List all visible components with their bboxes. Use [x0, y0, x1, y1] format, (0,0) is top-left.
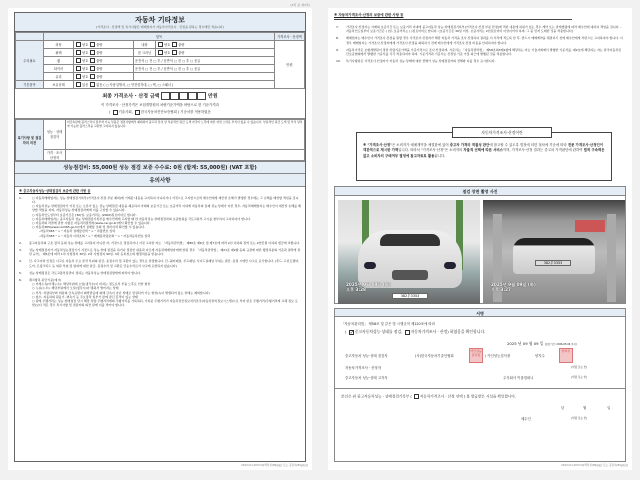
checkbox[interactable]: [76, 66, 81, 71]
checkbox[interactable]: [76, 50, 81, 55]
page-4: [328, 8, 632, 470]
license-plate: 382우3353: [535, 260, 571, 266]
amount-digit-box[interactable]: [161, 92, 170, 100]
divider: [334, 19, 572, 20]
checkbox[interactable]: [158, 50, 163, 55]
note-6: 6. 체크항목 판단기준(예시) ○ 미세누유(미세누수): 해당부위에 오일(냉각수)이 비치는 정도로서 부품 노후로 인한 현상 ○ 누유(누수): 해당부위에서 오일(냉각수)이 맺혀서 떨어지는 상태 ○ 부식: 차량하부와 외판의 금속표면이 화학반응에 의해 금속이 아닌 상태로 상실되어 가는 현상(녹이 발생되어 있는 상태는 제외합니다) ○ 침수: 자동차의 원동기, 변속기 등 주요장치 일부가 물에 잠긴 흔적이 있는 상태 ○ 판매 주행거리는 성능·상태점검 당시 해당 차량 주행거리계의 주행거리를 기록하되, 기록된 주행거리가 자동차전산정보처리조직(자동차관리정보시스템)으로 부터 받은 주행거리(주행거리계 교체 정보 포함)보다 적은 경우 특기사항 및 점검자의 의견 란에 이를 적어야 합니다.: [19, 278, 301, 307]
checkbox[interactable]: [76, 58, 81, 63]
receipt-confirm: 본인은 위 중고자동차성능 · 상태점검기록부 ( 자동차가격조사 · 산정 선택 ) 를 발급받은 사실을 확인합니다.: [341, 394, 517, 399]
checkbox[interactable]: [90, 50, 95, 55]
signature-header: 서명: [335, 308, 625, 317]
note-10: 10. 특기사항란은 가격조사·산정자가 자동차 성능·상태에 대한 견해가 성능·상태점검자의 견해와 다를 경우 표시합니다.: [336, 59, 496, 64]
group-repair: 수리필요: [16, 41, 44, 81]
inspector-name: 양지수: [535, 354, 545, 358]
final-amount-label: 최종 가격조사 · 산정 금액: [102, 93, 160, 100]
note-5: 5. 성능·상태점검은 국토교통부장관이 정하는 자동차성능·상태점검방법에 따라야 합니다.: [19, 270, 141, 275]
note-8: 8. 매매업자는 매수인이 가격조사·산정을 원할 경우 가격조사·산정자가 해당 자동차 가격을 조사·산정하여 결과를 이 서식에 적도록 한 후, 반드시 매매계약을 체결하기 전에 매수인에게 서면으로 고지하여야 합니다. 이 경우 매매업자는 가격조사·산정자에게 가격조사·산정을 의뢰하기 전에 매수인에게 가격조사·산정 비용을 안내하여야 합니다.: [336, 36, 623, 45]
notifier-name: 주식회사 이룸컴퍼니: [503, 376, 534, 380]
amount-digit-box[interactable]: [188, 92, 197, 100]
car-rear-image: [513, 238, 595, 274]
paper-spec: 210mm×297mm[백상지(80g/㎡) 또는 중질지(80g/㎡)]: [241, 464, 308, 467]
checkbox-receipt-appraisal[interactable]: [414, 394, 419, 399]
license-plate: 382우3353: [392, 293, 428, 299]
guide-body: ※ "가격조사·산정"은 소비자가 매매계약을 체결함에 있어 중고차 가격의 적절성 판단에 참고할 수 있도록 법정에 의한 절차에 기준에 따라 전문 가격조사·산정인이 객관적으로 제시한 가액입니다. 따라서 "가격조사·산정"은 소비자의 자율적 선택에 따른 서비스이며, 가격조사·산정 결과는 중고차 가격판단에 관하여 법적 구속력은 없고 소비자의 구매여부 결정에 참고자료로 활용됩니다.: [363, 143, 605, 158]
photos-header: 점검 장면 촬영 사진: [335, 187, 625, 196]
org-seal: 카인성능검사장: [469, 348, 483, 363]
inspection-photos: [334, 186, 626, 304]
form-subtitle: (가격조사 · 산정액 및 특기사항은 매매업자가 자동차가격조사 · 산정을 원하는 경우에만 적습니다): [96, 25, 224, 29]
condition-table: 항목 가격조사 · 산정액 수리필요 외장 양호 불량 내장 양호 불량 만원 광택 양호 불량 룸 크리닝 양호 불량 휠 양호 불량 운전석 □ 전 □ 후 / 동반석 □ 전 □ 후 □ 응급 타이어 양호 불량 운전석 □ 전 □ 후 / 동반석 □ 전 □ 후 □ 응급 유리 양호 불량 기본품목 보유상태 있음 없음 ( □ 사용설명서, □ 안전삼각대, □ 잭, □ 스패너 ): [15, 32, 305, 89]
checkbox[interactable]: [76, 74, 81, 79]
checkbox[interactable]: [76, 82, 81, 87]
amount-digit-box[interactable]: [170, 92, 179, 100]
checkbox[interactable]: [90, 42, 95, 47]
checkbox[interactable]: [90, 82, 95, 87]
note-9: 9. 자동차가격은 보험개발원이 정한 차량기준가액을 기준가격으로 조사·산정하며, 기준서는 「자동차관리법」 제58조의3제1항에 해당하는 자는 기술사회에서 발행한 기준서를, 제2호에 해당하는 자는 한국자동차진단보증협회에서 발행한 기준서를 각각 적용하여야 하며, 기준가격과 기준서는 산정일 기준 가장 최근에 발행된 것을 적용합니다.: [336, 47, 622, 57]
notifier-label: 중고자동차 성능·상태 고지자: [345, 376, 388, 380]
checkbox[interactable]: [90, 58, 95, 63]
appraiser-label: 자동차가격조사 · 산정자: [345, 366, 381, 370]
checkbox-tech-society[interactable]: [113, 110, 118, 115]
note-2: 2. 중고자동차의 구조·장치 등의 성능·상태를 고지하지 아니한 자, 거짓으로 점검하거나 거짓 고지한 자는 「자동차관리법」 제80조 제6호 및 제7호에 따라 2년 이하의 징역 또는 2천만원 이하의 벌금에 처합니다.: [19, 240, 301, 245]
law-reference: 「자동차관리법」 제58조 및 같은 법 시행규칙 제120조에 따라: [341, 322, 435, 326]
note-7: 7. 가격조사·산정자는 아래의 보증기간 또는 보증거리 이내에 중고자동차 성능·상태점검기록부(가격조사·산정 부분 한정)에 적힌 내용에 허위가 있는 경우 계약 또는 관계법령에 따라 매수인에 대하여 책임을 집니다. -자동차인도일부터 보증기간은 ( )일, 보증거리는 ( )킬로미터로 합니다. (보증기간은 30일 이상, 보증거리는 2천킬로미터 이상이어야 하며, 그 중 먼저 도래한 것을 적용합니다): [336, 25, 622, 34]
sign-date: 2025 년 09 월 09 일 (보증기간: 2026-05-06 까지): [507, 341, 577, 346]
appraiser-opinion: [66, 149, 305, 160]
inspector-opinion: 비금속판재 플라스틱이 탈부착 가능 부품은 점검사항에서 제외되어 중고차 특성 상 부분적인 판금 도색 자국이 노후에 따른 자연 스러운 부식이 있을 수 있습니다. 부분적인 판금 도색 및 부식 탈부착 가능한 플라스틱을 교환한 고지하지 않습니다.: [66, 119, 305, 149]
paper-spec: 210mm×297mm[백상지(80g/㎡) 또는 중질지(80g/㎡)]: [561, 464, 628, 467]
note-1: 1. ○ 자동차매매업자는 성능·상태점검기록부(가격조사·산정 부분 제외)에 기재된 내용을 고지하지 아니하거나 거짓으로 고지함으로써 매수인에게 재산상 손해가 발생한 경우에는 그 손해를 배상할 책임을 집니다. ○ 자동차성능·상태점검자가 거짓 또는 오류가 있는 성능·상태점검 내용을 제공하여 아래의 보증기간 또는 보증거리 이내에 자동차의 실제 성능·상태가 다른 경우, 자동차매매업자는 매수인이 재산상 손해를 배상할 책임을 지며, 자동차성능·상태점검자에게 이를 구상할 수 있습니다. ○ 자동차인도일부터 보증기간은 (30)일, 보증거리는 (2000)킬로미터로 합니다. ○ 자동차매매업자는 중고자동차 성능·상태점검기록부를 매수인에게 고지할 때 한 자동차성능·상태점검자의 보증범위를 국토교통부 고시를 참부하여 고지하여야 합니다. ○ 자동차의 리콜에 관한 사항은 자동차리콜센터(www.car.go.kr)에서 확인할 수 있습니다. ○ 자동차365(www.car365.go.kr)에서 실매물 조회 및 정비이력 확인할 수 있습니다. -자동차365 " > " 자동차 실매물검색 " > " 차량번호 입력 -자동차365 " > " 자동차 이력조회 " > " 매매용차량조회 " > " 자동차등록번호 입력: [19, 196, 301, 238]
checkbox-performance-check[interactable]: [349, 330, 354, 335]
form-header: [15, 13, 305, 32]
amount-digit-box[interactable]: [197, 92, 206, 100]
note-3: 3. 성능·상태점검자가 자동차성능점검기기 거짓으로 성능·상태 점검을 하거나 점검한 내용과 다르게 자동차매매업자에게 알린 경우 「자동차관리법」 제21조 제2항 등의 규정에 따른 행정처분의 기준과 절차에 관한 규칙」 제5조에 따라 1차 사업정지 30일, 2차 사업정지 90일, 3차 등록취소의 행정처분을 받습니다.: [19, 247, 301, 257]
special-notes-table: 특기사항 및 점검자의 의견 성능 · 상태 점검자 비금속판재 플라스틱이 탈부착 가능 부품은 점검사항에서 제외되어 중고차 특성 상 부분적인 판금 도색 자국이 노후에 따른 자연 스러운 부식이 있을 수 있습니다. 부분적인 판금 도색 및 부식 탈부착 가능한 플라스틱을 교환한 고지하지 않습니다. 가격 · 조사 산정자: [15, 119, 305, 161]
appraisal-notes: [336, 22, 624, 63]
page-3: [8, 3, 312, 470]
appraisal-guide-box: [356, 132, 612, 181]
form-title: 자동차 기타정보: [135, 16, 185, 24]
signature-section: 서명 「자동차관리법」 제58조 및 같은 법 시행규칙 제120조에 따라 ( ✓중고자동차성능·상태를 점검, 자동차가격조사 · 산정) 하였음을 확인합니다. 2025 년 09 월 09 일 (보증기간: 2026-05-06 까지) 중고자동차 성능·상태 점검자 (사)한국자동차기술인협회 카인성능검사장 / 카인성능검사장 양지수 양지수 자동차가격조사 · 산정자 (서명 또는 인) 중고자동차 성능·상태 고지자 주식회사 이룸컴퍼니 (서명 또는 인) 본인은 위 중고자동차성능 · 상태점검기록부 ( 자동차가격조사 · 산정 선택 ) 를 발급받은 사실을 확인합니다. 년 월 일 매수인 (서명 또는 인): [334, 308, 626, 462]
checkbox[interactable]: [90, 66, 95, 71]
confirm-line: ( ✓중고자동차성능·상태를 점검, 자동차가격조사 · 산정) 하였음을 확인합니다.: [345, 329, 485, 335]
checkbox[interactable]: [76, 42, 81, 47]
photo-timestamp: 2025년 9월 09일 (화) 오후 3:27: [491, 282, 536, 292]
photo-rear[interactable]: [483, 200, 625, 304]
section-title: ※ 자동차가격조사·산정의 보증에 관한 사항 등: [334, 13, 404, 17]
special-group: 특기사항 및 점검자의 의견: [16, 119, 44, 160]
personal-seal: 양지수: [559, 348, 573, 363]
car-front-image: [358, 230, 462, 288]
col-price: 가격조사 · 산정액: [275, 33, 305, 41]
amount-digit-box[interactable]: [179, 92, 188, 100]
fee-line: 성능점검비: 55,000원 성능 점검 보증 수수료: 0원 (합계: 55,000원) (VAT 포함): [15, 161, 305, 174]
col-item: 항목: [44, 33, 275, 41]
inspector-org: (사)한국자동차기술인협회: [415, 354, 454, 358]
checkbox[interactable]: [158, 42, 163, 47]
checkbox-price-appraisal[interactable]: [405, 330, 410, 335]
group-basic: 기본품목: [16, 81, 44, 89]
photo-timestamp: 2025년 9월 09일 (화) 오후 3:28: [346, 282, 391, 292]
checkbox[interactable]: [172, 50, 177, 55]
photo-front[interactable]: [338, 200, 480, 304]
inspector-label: 중고자동차 성능·상태 점검자: [345, 354, 388, 358]
notifier-sign: (서명 또는 인): [571, 376, 588, 379]
appraiser-sign: (서명 또는 인): [571, 366, 588, 369]
notes-section: ※ 중고자동차성능·상태점검의 보증에 관한 사항 등 1. ○ 자동차매매업자는 성능·상태점검기록부(가격조사·산정 부분 제외)에 기재된 내용을 고지하지 아니하거나 거짓으로 고지함으로써 매수인에게 재산상 손해가 발생한 경우에는 그 손해를 배상할 책임을 집니다. ○ 자동차성능·상태점검자가 거짓 또는 오류가 있는 성능·상태점검 내용을 제공하여 아래의 보증기간 또는 보증거리 이내에 자동차의 실제 성능·상태가 다른 경우, 자동차매매업자는 매수인이 재산상 손해를 배상할 책임을 지며, 자동차성능·상태점검자에게 이를 구상할 수 있습니다. ○ 자동차인도일부터 보증기간은 (30)일, 보증거리는 (2000)킬로미터로 합니다. ○ 자동차매매업자는 중고자동차 성능·상태점검기록부를 매수인에게 고지할 때 한 자동차성능·상태점검자의 보증범위를 국토교통부 고시를 참부하여 고지하여야 합니다. ○ 자동차의 리콜에 관한 사항은 자동차리콜센터(www.car.go.kr)에서 확인할 수 있습니다. ○ 자동차365(www.car365.go.kr)에서 실매물 조회 및 정비이력 확인할 수 있습니다. -자동차365 " > " 자동차 실매물검색 " > " 차량번호 입력 -자동차365 " > " 자동차 이력조회 " > " 매매용차량조회 " > " 자동차등록번호 입력 2. 중고자동차의 구조·장치 등의 성능·상태를 고지하지 아니한 자, 거짓으로 점검하거나 거짓 고지한 자는 「자동차관리법」 제80조 제6호 및 제7호에 따라 2년 이하의 징역 또는 2천만원 이하의 벌금에 처합니다. 3. 성능·상태점검자가 자동차성능점검기기 거짓으로 성능·상태 점검을 하거나 점검한 내용과 다르게 자동차매매업자에게 알린 경우 「자동차관리법」 제21조 제2항 등의 규정에 따른 행정처분의 기준과 절차에 관한 규칙」 제5조에 따라 1차 사업정지 30일, 2차 사업정지 90일, 3차 등록취소의 행정처분을 받습니다. 4. 단, 사고이력 인정은 사고로 자동차 주요 골격 부위의 판금, 용접수리 및 교환이 있는 경우로 한정합니다. 단, 쿼터패널, 루프패널, 사이드실패널 부위는 절단, 용접 시에만 사고로 표기합니다. (후드, 프론트펜더, 도어, 트렁크리드 등 외판 부위 및 범퍼에 대한 판금, 용접수리 및 교환은 단순수리로서 사고에 포함되지 않습니다) 5. 성능·상태점검은 국토교통부장관이 정하는 자동차성능·상태점검방법에 따라야 합니다. 6. 체크항목 판단기준(예시) ○ 미세누유(미세누수): 해당부위에 오일(냉각수)이 비치는 정도로서 부품 노후로 인한 현상 ○ 누유(누수): 해당부위에서 오일(냉각수)이 맺혀서 떨어지는 상태 ○ 부식: 차량하부와 외판의 금속표면이 화학반응에 의해 금속이 아닌 상태로 상실되어 가는 현상(녹이 발생되어 있는 상태는 제외합니다) ○ 침수: 자동차의 원동기, 변속기 등 주요장치 일부가 물에 잠긴 흔적이 있는 상태 ○ 판매 주행거리는 성능·상태점검 당시 해당 차량 주행거리계의 주행거리를 기록하되, 기록된 주행거리가 자동차전산정보처리조직(자동차관리정보시스템)으로 부터 받은 주행거리(주행거리계 교체 정보 포함)보다 적은 경우 특기사항 및 점검자의 의견 란에 이를 적어야 합니다.: [15, 187, 305, 310]
inspector-site: / 카인성능검사장: [485, 354, 511, 358]
buyer-label: 매수인: [521, 417, 531, 421]
final-amount-section: 최종 가격조사 · 산정 금액 만원 이 가격조사 · 산정가격은 보험개발원의 차량기준가액을 바탕으로 한 기준가격과 ( 기술사회, 한국자동차진단보증협회 ) 기준서를 적용하였음: [15, 89, 305, 119]
price-cell: 만원: [275, 41, 305, 89]
checkbox[interactable]: [172, 42, 177, 47]
note-4: 4. 단, 사고이력 인정은 사고로 자동차 주요 골격 부위의 판금, 용접수리 및 교환이 있는 경우로 한정합니다. 단, 쿼터패널, 루프패널, 사이드실패널 부위는 절단, 용접 시에만 사고로 표기합니다. (후드, 프론트펜더, 도어, 트렁크리드 등 외판 부위 및 범퍼에 대한 판금, 용접수리 및 교환은 단순수리로서 사고에 포함되지 않습니다): [19, 259, 300, 268]
guide-title: 자동차가격조사·산정이란: [452, 127, 552, 138]
notes-header: 유의사항: [15, 174, 305, 187]
page-number: (4쪽 중 제3쪽): [290, 3, 310, 7]
buyer-sign: (서명 또는 인): [571, 417, 588, 420]
checkbox-diagnosis-assoc[interactable]: [135, 110, 140, 115]
vehicle-other-info-form: [14, 12, 306, 462]
checkbox[interactable]: [90, 74, 95, 79]
